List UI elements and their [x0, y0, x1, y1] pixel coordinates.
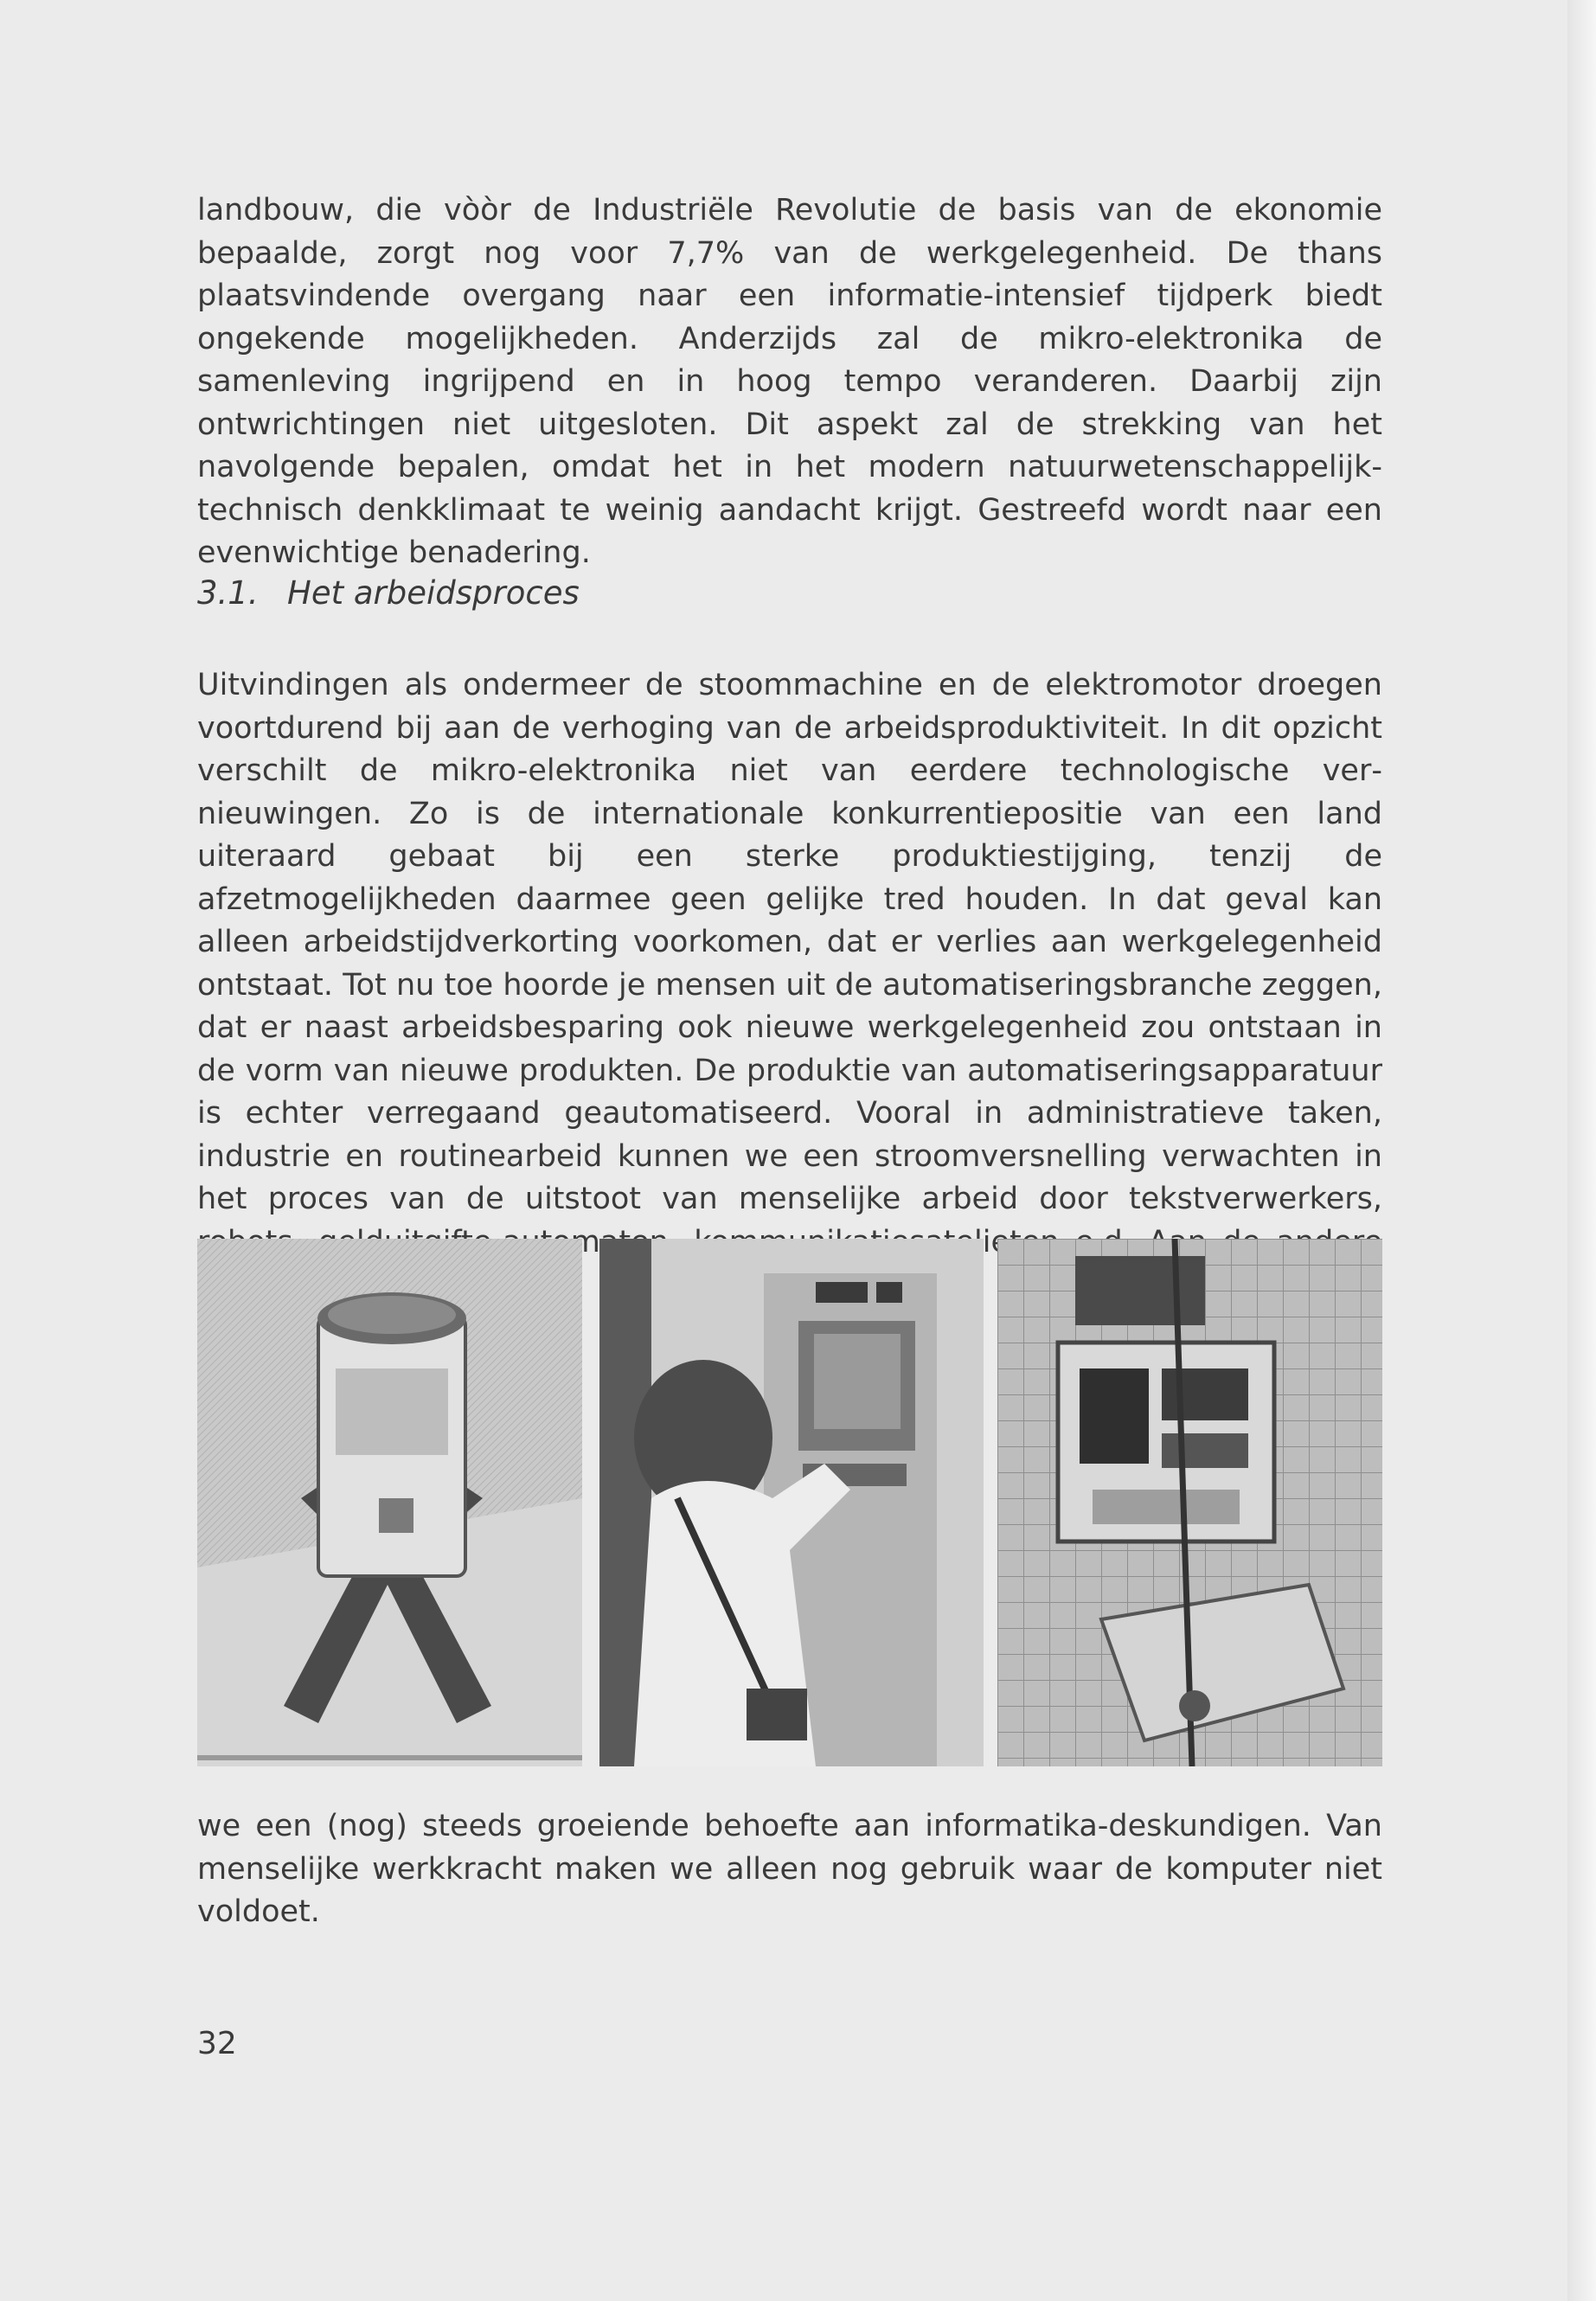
section-number: 3.1. [197, 574, 259, 612]
page-edge-shadow [1567, 0, 1596, 2301]
intro-paragraph: landbouw, die vòòr de Industriële Revolutie de basis van de ekonomie bepaalde, zorgt nog voor 7,7% van de werkgelegenheid. De thans plaatsvindende overgang naar een informatie-intensief tijdperk biedt ongekende mogelijkheden. Anderzijds zal de mikro-elektronika de samenleving ingrijpend en in hoog tempo veranderen. Daarbij zijn ontwrichtingen niet uitgesloten. Dit aspekt zal de strekking van het navolgende bepalen, omdat het in het modern natuurwetenschappelijktechnisch denkklimaat te weinig aandacht krijgt. Gestreefd wordt naar een evenwichtige benadering. [197, 193, 1382, 570]
section-title: Het arbeidsproces [287, 574, 580, 612]
body-paragraph: Uitvindingen als ondermeer de stoommachine en de elektromotor droegen voortdurend bij aan de verhoging van de arbeidsproduktiviteit. In dit opzicht verschilt de mikro-elektronika niet van eerdere technologische vernieuwingen. Zo is de internationale konkurrentiepositie van een land uiteraard gebaat bij een sterke produktiestijging, tenzij de afzetmogelijkheden daarmee geen gelijke tred houden. In dat geval kan alleen arbeidstijdverkorting voorkomen, dat er verlies aan werkgelegenheid ontstaat. Tot nu toe hoorde je mensen uit de automatiseringsbranche zeggen, dat er naast arbeidsbesparing ook nieuwe werkgelegenheid zou ontstaan in de vorm van nieuwe produkten. De produktie van automatiseringsapparatuur is echter verregaand geautomatiseerd. Vooral in administratieve taken, industrie en routinearbeid kunnen we een stroomversnelling verwachten in het proces van de uitstoot van menselijke arbeid door tekstverwerkers, [197, 668, 1382, 1216]
page-number: 32 [197, 2026, 237, 2061]
photo-can-robot [197, 1239, 582, 1766]
photo-strip [197, 1239, 1382, 1766]
section-heading [197, 574, 580, 612]
continuation-paragraph: we een (nog) steeds groeiende behoefte aan informatika-deskundigen. Van menselijke werkkracht maken we alleen nog gebruik waar de komputer niet voldoet. [197, 1809, 1382, 1929]
photo-fuel-pump [997, 1239, 1382, 1766]
photo-cash-machine [599, 1239, 984, 1766]
